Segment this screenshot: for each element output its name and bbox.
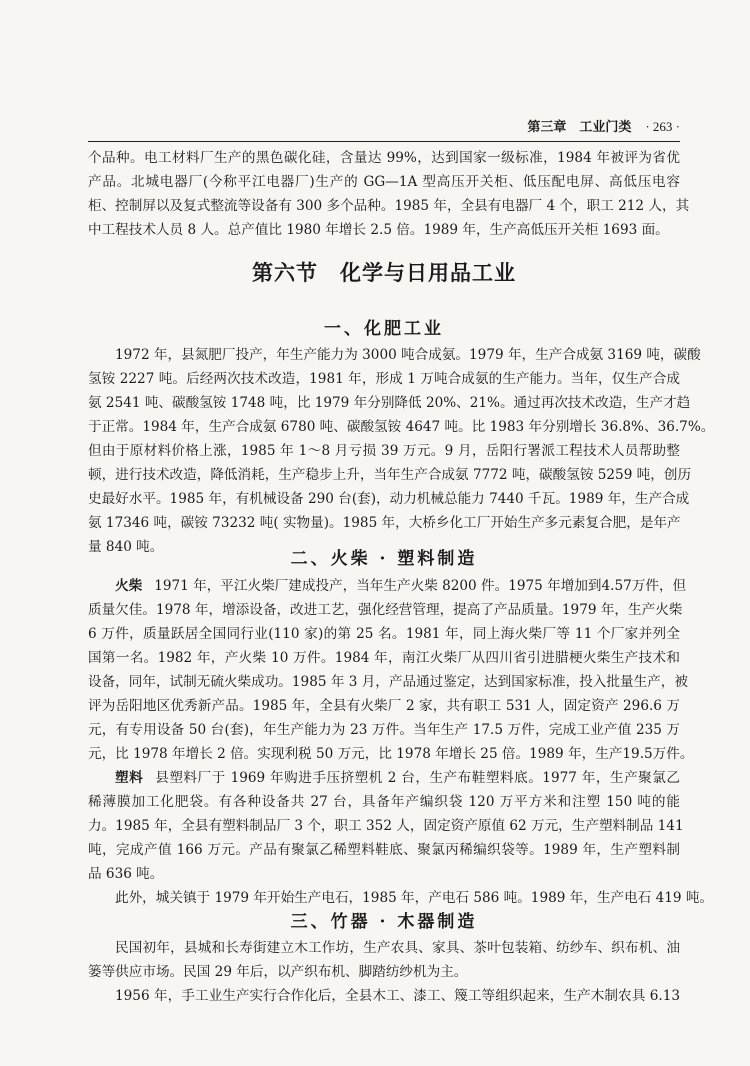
chapter-title: 第三章 工业门类 (527, 120, 632, 135)
section-title: 第六节 化学与日用品工业 (252, 261, 516, 285)
subsection-matches-plastics: 二、火柴 · 塑料制造 (290, 549, 478, 569)
text-line: 氨 17346 吨，碳铵 73232 吨( 实物量)。1985 年，大桥乡化工厂开始生产多元素复合肥，是年产 (88, 515, 681, 531)
text-line: 稀薄膜加工化肥袋。有各种设备共 27 台，具备年产编织袋 120 万平方米和注塑 150 吨的能 (88, 794, 680, 810)
subsection-fertilizer: 一、化肥工业 (324, 319, 444, 339)
text-line: 1956 年，手工业生产实行合作化后，全县木工、漆工、篾工等组织起来，生产木制农具 6.13 (115, 988, 680, 1004)
paragraph-lead: 火柴 (115, 578, 143, 594)
subsection-bamboo-wood: 三、竹器 · 木器制造 (290, 912, 478, 932)
text-line: 国第一名。1982 年，产火柴 10 万件。1984 年，南江火柴厂从四川省引进腊梗火柴生产技术和 (88, 650, 680, 666)
paragraph-woodwork (88, 936, 680, 1008)
text-line: 中工程技术人员 8 人。总产值比 1980 年增长 2.5 倍。1989 年，生产高低压开关柜 1693 面。 (88, 222, 669, 238)
text-line: 民国初年，县城和长寿街建立木工作坊，生产农具、家具、茶叶包装箱、纺纱车、织布机、油 (115, 940, 680, 956)
text-line (88, 574, 687, 598)
text-line: 设备，同年，试制无硫火柴成功。1985 年 3 月，产品通过鉴定，达到国家标准，投入批量生产，被 (88, 674, 688, 690)
text-line: 质量欠佳。1978 年，增添设备，改进工艺，强化经营管理，提高了产品质量。1979 年，生产火柴 (88, 602, 683, 618)
text-span: 1971 年，平江火柴厂建成投产，当年生产火柴 8200 件。1975 年增加到4.57万件，但 (154, 578, 687, 594)
text-line: 6 万件，质量跃居全国同行业(110 家)的第 25 名。1981 年，同上海火柴厂等 11 个厂家并列全 (88, 626, 680, 642)
paragraph-continued (88, 146, 690, 242)
text-line: 元，比 1978 年增长 2 倍。实现利税 50 万元，比 1978 年增长 25 倍。1989 年，生产19.5万件。 (88, 746, 694, 762)
text-line: 元，有专用设备 50 台(套)，年生产能力为 23 万件。当年生产 17.5 万件，完成工业产值 235 万 (88, 722, 680, 738)
text-line: 顿，进行技术改造，降低消耗，生产稳步上升，当年生产合成氨 7772 吨，碳酸氢铵 5259 吨，创历 (88, 467, 692, 483)
text-line: 个品种。电工材料厂生产的黑色碳化硅，含量达 99%，达到国家一级标准，1984 年被评为省优 (88, 150, 680, 166)
text-line: 于正常。1984 年，生产合成氨 6780 吨、碳酸氢铵 4647 吨。比 1983 年分别增长 36.8%、36.7%。 (88, 419, 715, 435)
paragraph-fertilizer (88, 343, 715, 559)
text-line: 氢铵 2227 吨。后经两次技术改造，1981 年，形成 1 万吨合成氨的生产能力。当年，仅生产合成 (88, 371, 680, 387)
text-line: 氨 2541 吨、碳酸氢铵 1748 吨，比 1979 年分别降低 20%、21%。通过再次技术改造，生产才趋 (88, 395, 691, 411)
text-line: 篓等供应市场。民国 29 年后，以产织布机、脚踏纺纱机为主。 (88, 964, 468, 980)
text-line: 力。1985 年，全县有塑料制品厂 3 个，职工 352 人，固定资产原值 62 万元，生产塑料制品 141 (88, 818, 684, 834)
text-line: 柜、控制屏以及复式整流等设备有 300 多个品种。1985 年，全县有电器厂 4 个，职工 212 人，其 (88, 198, 690, 214)
paragraph-matches (88, 574, 714, 910)
page-number: · 263 · (645, 119, 680, 134)
text-line: 1972 年，县氮肥厂投产，年生产能力为 3000 吨合成氨。1979 年，生产合成氨 3169 吨，碳酸 (115, 347, 701, 363)
text-line: 产品。北城电器厂(今称平江电器厂)生产的 GG—1A 型高压开关柜、低压配电屏、高低压电容 (88, 174, 680, 190)
text-span: 县塑料厂于 1969 年购进手压挤塑机 2 台，生产布鞋塑料底。1977 年，生产聚氯乙 (155, 770, 680, 786)
text-line (88, 766, 680, 790)
text-line: 但由于原材料价格上涨，1985 年 1～8 月亏损 39 万元。9 月，岳阳行署派工程技术人员帮助整 (88, 443, 680, 459)
header-rule (88, 141, 680, 142)
text-line: 吨，完成产值 166 万元。产品有聚氯乙稀塑料鞋底、聚氯丙稀编织袋等。1989 年，生产塑料制 (88, 842, 680, 858)
text-line: 此外，城关镇于 1979 年开始生产电石，1985 年，产电石 586 吨。1989 年，生产电石 419 吨。 (115, 890, 714, 906)
text-line: 品 636 吨。 (88, 866, 164, 882)
paragraph-lead: 塑料 (115, 770, 144, 786)
running-header (88, 116, 680, 135)
text-line: 量 840 吨。 (88, 539, 164, 555)
text-line: 评为岳阳地区优秀新产品。1985 年，全县有火柴厂 2 家，共有职工 531 人，固定资产 296.6 万 (88, 698, 680, 714)
text-line: 史最好水平。1985 年，有机械设备 290 台(套)，动力机械总能力 7440 千瓦。1989 年，生产合成 (88, 491, 690, 507)
